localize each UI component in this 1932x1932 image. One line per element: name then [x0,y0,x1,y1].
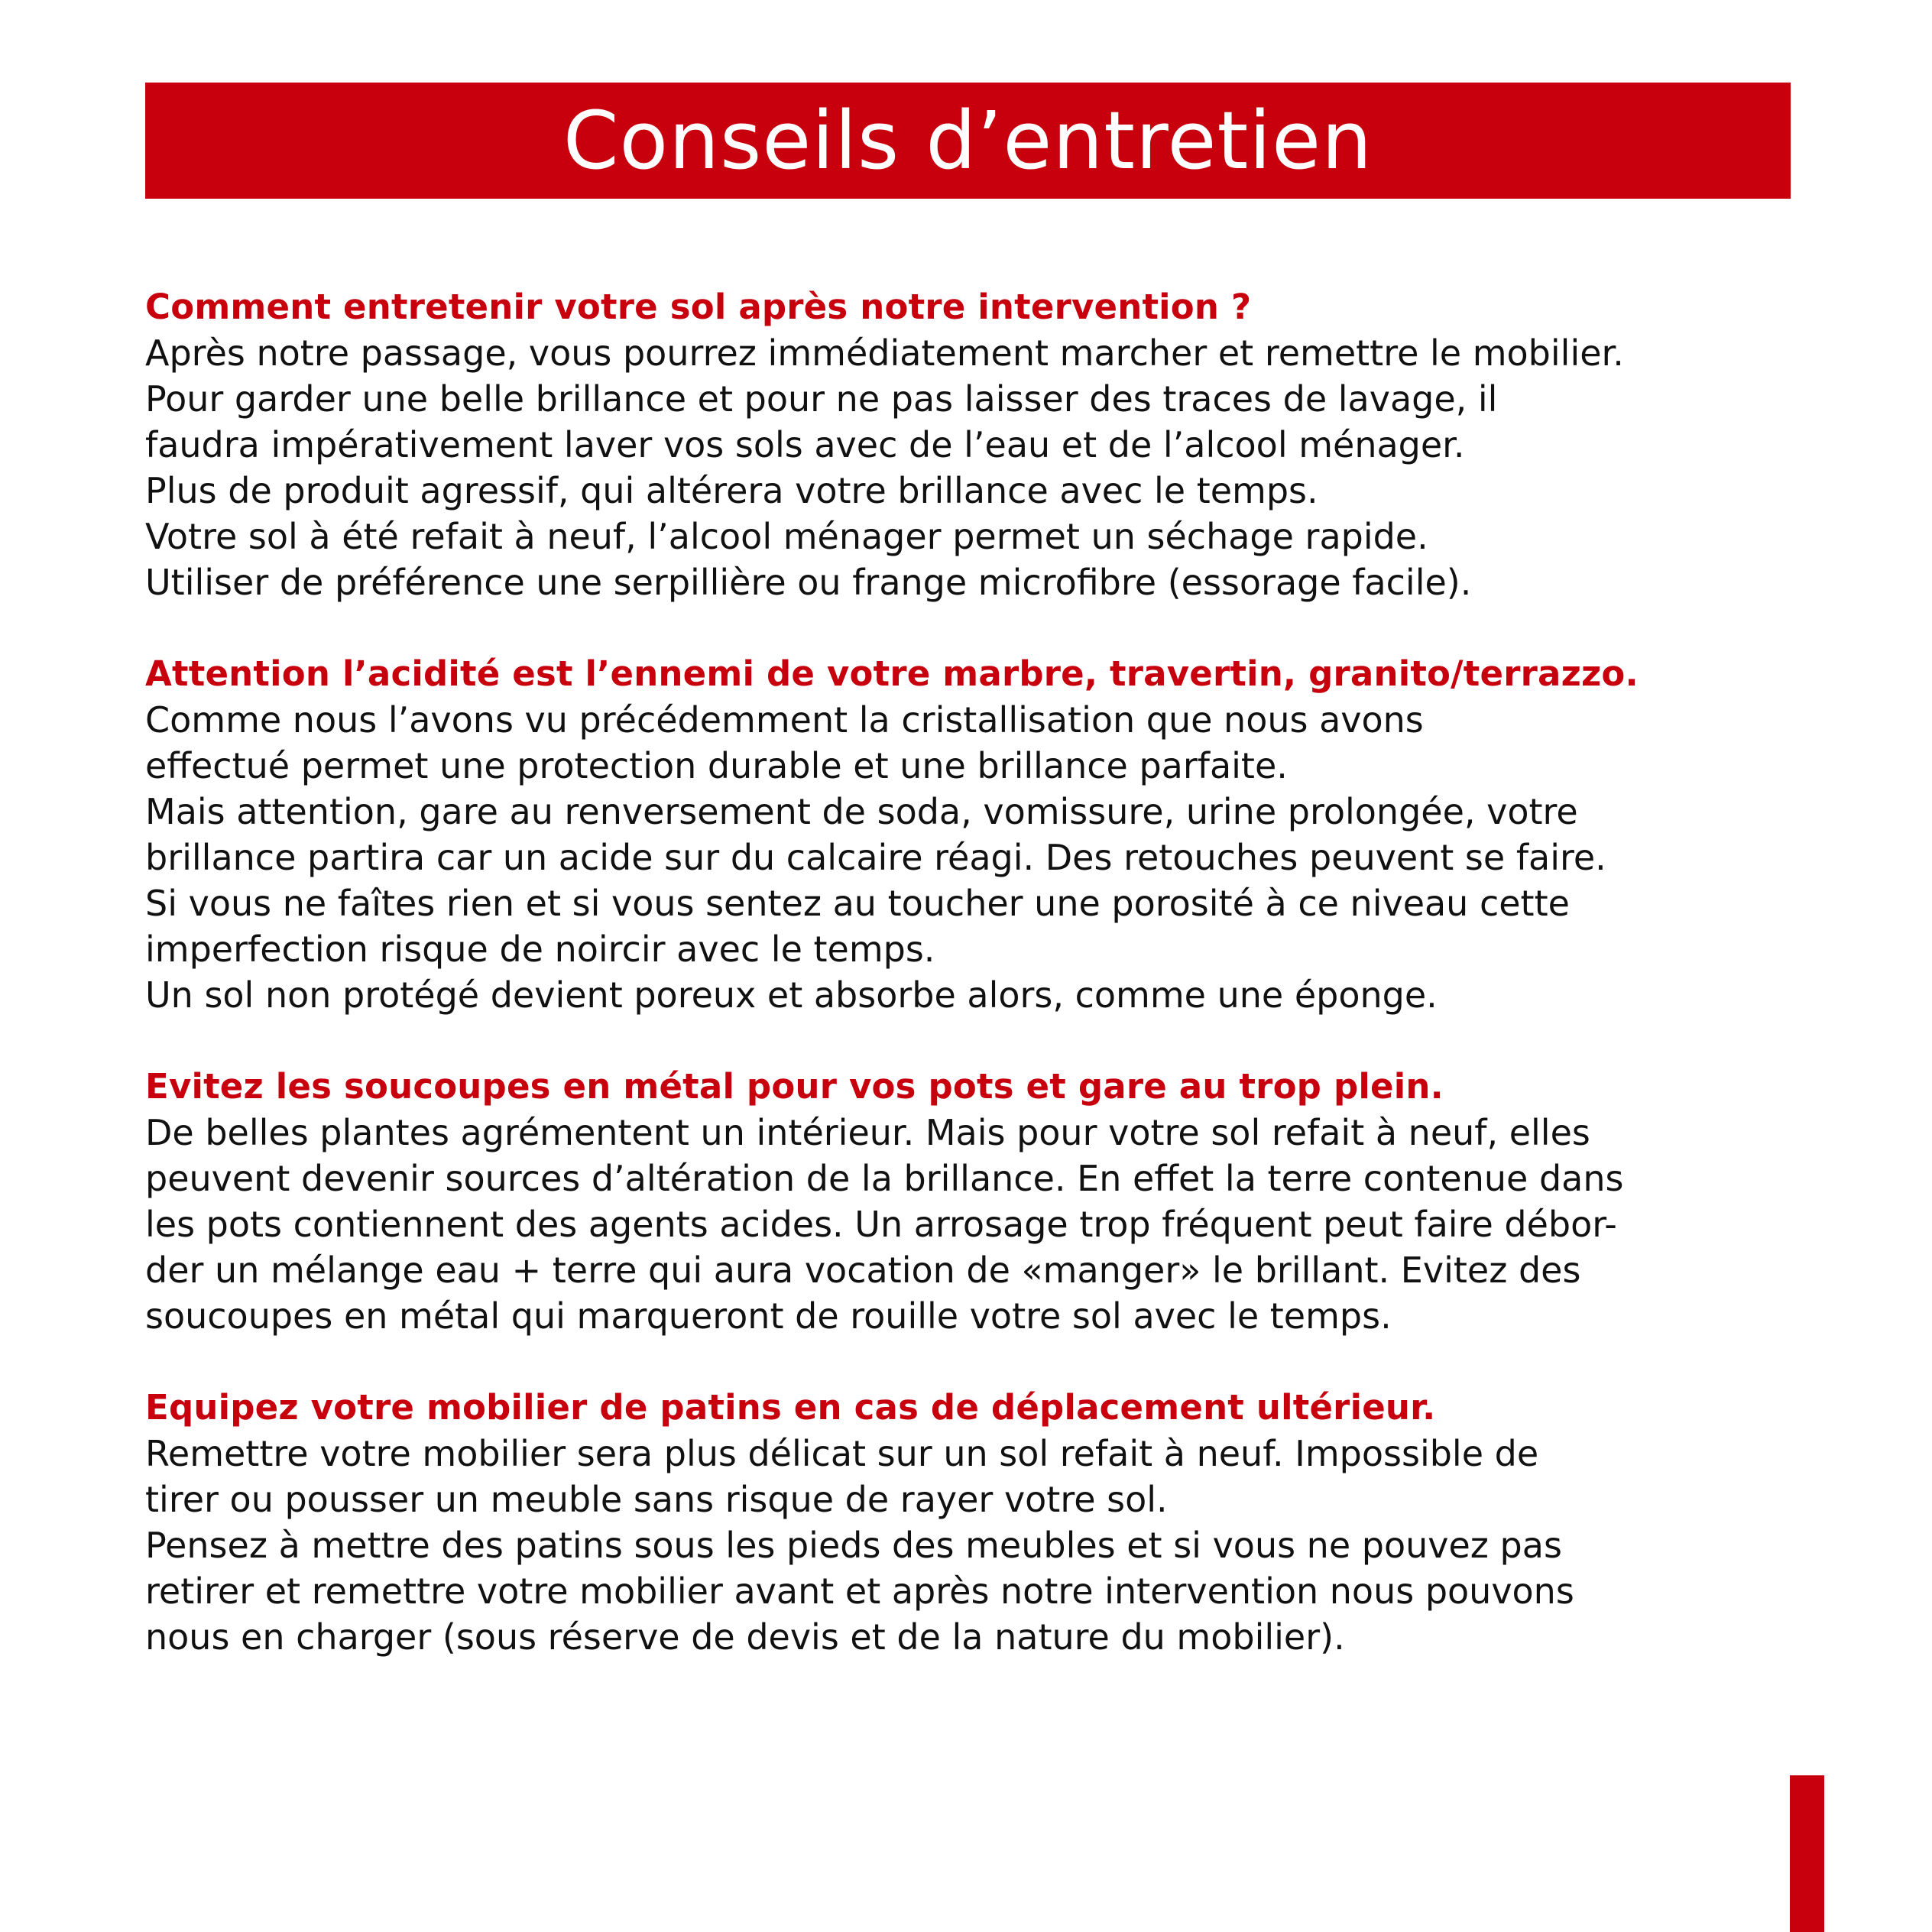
paragraph-line: Plus de produit agressif, qui altérera votre brillance avec le temps. [145,470,1318,511]
title-banner [145,83,1791,199]
section-heading: Evitez les soucoupes en métal pour vos pots et gare au trop plein. [145,1066,1444,1107]
section-soucoupes [145,1064,1804,1339]
paragraph-line: Pensez à mettre des patins sous les pieds des meubles et si vous ne pouvez pas [145,1525,1562,1566]
paragraph-line: faudra impérativement laver vos sols avec de l’eau et de l’alcool ménager. [145,424,1465,465]
page-title: Conseils d’entretien [562,94,1373,187]
section-patins [145,1385,1804,1660]
paragraph-line: nous en charger (sous réserve de devis et de la nature du mobilier). [145,1616,1345,1658]
paragraph-line: Si vous ne faîtes rien et si vous sentez au toucher une porosité à ce niveau cette [145,883,1570,924]
section-heading: Equipez votre mobilier de patins en cas de déplacement ultérieur. [145,1387,1436,1428]
paragraph-line: imperfection risque de noircir avec le temps. [145,929,935,970]
paragraph-line: soucoupes en métal qui marqueront de rouille votre sol avec le temps. [145,1295,1392,1337]
paragraph-line: De belles plantes agrémentent un intérieur. Mais pour votre sol refait à neuf, elles [145,1112,1590,1153]
paragraph-line: der un mélange eau + terre qui aura vocation de «manger» le brillant. Evitez des [145,1250,1581,1291]
paragraph-line: brillance partira car un acide sur du calcaire réagi. Des retouches peuvent se faire. [145,837,1606,878]
paragraph-line: Un sol non protégé devient poreux et absorbe alors, comme une éponge. [145,974,1438,1016]
paragraph-line: Votre sol à été refait à neuf, l’alcool ménager permet un séchage rapide. [145,516,1428,557]
paragraph-line: peuvent devenir sources d’altération de la brillance. En effet la terre contenue dans [145,1158,1624,1199]
section-heading: Attention l’acidité est l’ennemi de votre marbre, travertin, granito/terrazzo. [145,653,1639,694]
section-entretien [145,284,1804,605]
paragraph-line: les pots contiennent des agents acides. Un arrosage trop fréquent peut faire débor- [145,1204,1617,1245]
paragraph-line: Utiliser de préférence une serpillière ou frange microfibre (essorage facile). [145,562,1472,603]
page-edge-marker [1790,1775,1824,1932]
paragraph-line: retirer et remettre votre mobilier avant et après notre intervention nous pouvons [145,1571,1574,1612]
paragraph-line: Après notre passage, vous pourrez immédiatement marcher et remettre le mobilier. [145,332,1624,374]
section-heading: Comment entretenir votre sol après notre intervention ? [145,287,1252,327]
section-acidite [145,651,1804,1018]
paragraph-line: Pour garder une belle brillance et pour ne pas laisser des traces de lavage, il [145,378,1498,420]
content [145,284,1804,1706]
paragraph-line: tirer ou pousser un meuble sans risque de rayer votre sol. [145,1479,1168,1520]
paragraph-line: Mais attention, gare au renversement de soda, vomissure, urine prolongée, votre [145,791,1578,832]
paragraph-line: Comme nous l’avons vu précédemment la cristallisation que nous avons [145,699,1424,741]
paragraph-line: effectué permet une protection durable et une brillance parfaite. [145,745,1288,786]
paragraph-line: Remettre votre mobilier sera plus délicat sur un sol refait à neuf. Impossible de [145,1433,1539,1474]
